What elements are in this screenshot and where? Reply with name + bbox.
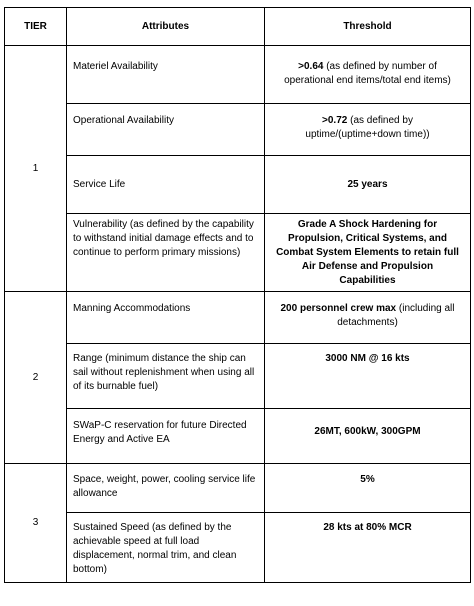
threshold-cell: [265, 104, 471, 156]
table-row: [5, 292, 471, 344]
tier-attributes-table: [4, 7, 471, 583]
threshold-cell: [265, 46, 471, 104]
threshold-value: Grade A Shock Hardening for Propulsion, Critical Systems, and Combat System Elements to retain full Air Defense and Propulsion Capabilities: [276, 219, 459, 286]
header-threshold: Threshold: [265, 8, 471, 46]
attribute-cell: Service Life: [67, 156, 265, 214]
attribute-cell: Manning Accommodations: [67, 292, 265, 344]
table-row: [5, 104, 471, 156]
table-row: [5, 464, 471, 513]
threshold-note: (including all detachments): [337, 303, 455, 328]
threshold-note: (as defined by uptime/(uptime+down time)): [305, 115, 430, 140]
table-row: [5, 156, 471, 214]
attribute-cell: Space, weight, power, cooling service life allowance: [67, 464, 265, 513]
attribute-cell: Range (minimum distance the ship can sail without replenishment when using all of its burnable fuel): [67, 344, 265, 409]
attribute-cell: Materiel Availability: [67, 46, 265, 104]
header-attributes: Attributes: [67, 8, 265, 46]
threshold-value: 5%: [360, 474, 375, 485]
threshold-value: >0.64: [298, 61, 324, 72]
threshold-cell: [265, 513, 471, 583]
threshold-cell: [265, 214, 471, 292]
threshold-cell: [265, 156, 471, 214]
table-row: [5, 214, 471, 292]
threshold-value: >0.72: [322, 115, 348, 126]
table-row: [5, 513, 471, 583]
threshold-value: 26MT, 600kW, 300GPM: [314, 426, 421, 437]
tier-cell: 3: [5, 464, 67, 583]
header-tier: TIER: [5, 8, 67, 46]
threshold-value: 3000 NM @ 16 kts: [325, 353, 410, 364]
table-row: [5, 409, 471, 464]
tier-cell: 1: [5, 46, 67, 292]
attribute-cell: Operational Availability: [67, 104, 265, 156]
tier-cell: 2: [5, 292, 67, 464]
threshold-value: 28 kts at 80% MCR: [323, 522, 412, 533]
threshold-cell: [265, 464, 471, 513]
threshold-cell: [265, 344, 471, 409]
threshold-value: 200 personnel crew max: [280, 303, 397, 314]
table-row: [5, 46, 471, 104]
attribute-cell: Sustained Speed (as defined by the achievable speed at full load displacement, normal trim, and clean bottom): [67, 513, 265, 583]
threshold-value: 25 years: [347, 178, 388, 190]
table-header-row: [5, 8, 471, 46]
threshold-cell: [265, 409, 471, 464]
attribute-cell: SWaP-C reservation for future Directed Energy and Active EA: [67, 409, 265, 464]
threshold-note: (as defined by number of operational end items/total end items): [284, 61, 451, 86]
table-row: [5, 344, 471, 409]
threshold-cell: [265, 292, 471, 344]
attribute-cell: Vulnerability (as defined by the capability to withstand initial damage effects and to continue to perform primary missions): [67, 214, 265, 292]
